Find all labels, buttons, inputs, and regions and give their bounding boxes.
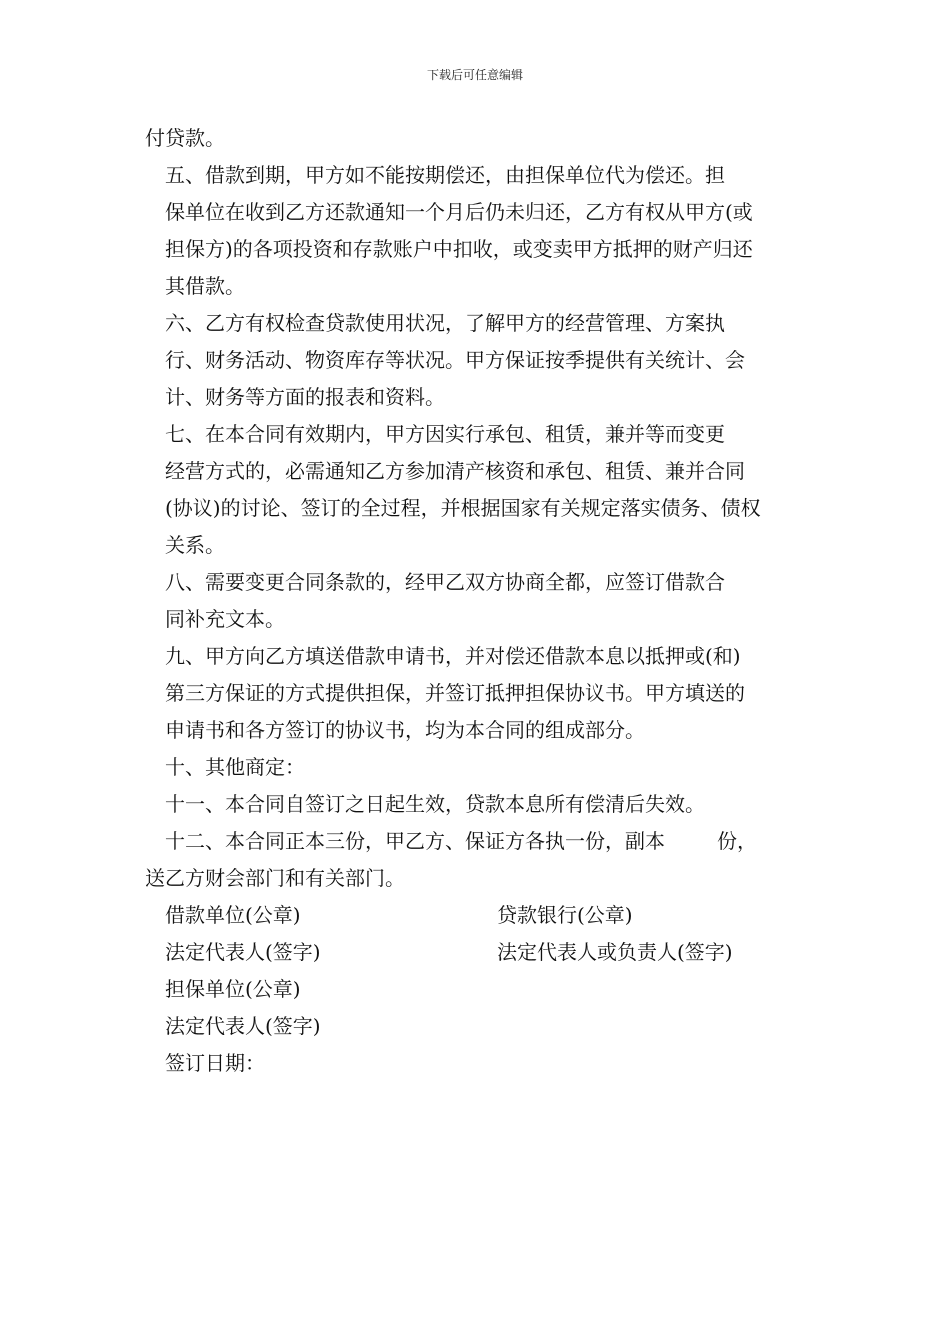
signature-bank-seal: 贷款银行(公章) — [497, 903, 633, 927]
paragraph-line: 其借款。 — [165, 274, 245, 298]
paragraph-line: 八、需要变更合同条款的，经甲乙双方协商全都，应签订借款合 — [165, 570, 725, 594]
signature-row — [145, 897, 813, 934]
paragraph-line: 第三方保证的方式提供担保，并签订抵押担保协议书。甲方填送的 — [165, 681, 745, 705]
paragraph-line: 六、乙方有权检查贷款使用状况，了解甲方的经营管理、方案执 — [165, 311, 725, 335]
paragraph-line: 七、在本合同有效期内，甲方因实行承包、租赁，兼并等而变更 — [165, 422, 725, 446]
signature-empty — [497, 1008, 813, 1045]
paragraph-line: 保单位在收到乙方还款通知一个月后仍未归还，乙方有权从甲方(或 — [165, 200, 753, 224]
signature-guarantor-seal: 担保单位(公章) — [165, 977, 301, 1001]
signature-guarantor-representative: 法定代表人(签字) — [165, 1014, 321, 1038]
contract-paragraph — [145, 120, 813, 157]
paragraph-line: 经营方式的，必需通知乙方参加清产核资和承包、租赁、兼并合同 — [165, 459, 745, 483]
page-header-note: 下载后可任意编辑 — [426, 68, 523, 82]
signature-row — [145, 934, 813, 971]
contract-paragraph — [145, 638, 813, 749]
contract-paragraph — [145, 305, 813, 416]
paragraph-line: 计、财务等方面的报表和资料。 — [165, 385, 445, 409]
contract-paragraph — [145, 786, 813, 823]
signature-row — [145, 1045, 813, 1082]
contract-paragraph — [145, 749, 813, 786]
signature-borrower-seal: 借款单位(公章) — [165, 903, 301, 927]
signature-empty — [497, 971, 813, 1008]
clause-twelve-text-before-blank: 十二、本合同正本三份，甲乙方、保证方各执一份，副本 — [165, 829, 665, 853]
signature-borrower-representative: 法定代表人(签字) — [165, 940, 321, 964]
paragraph-line: (协议)的讨论、签订的全过程，并根据国家有关规定落实债务、债权 — [165, 496, 761, 520]
paragraph-line: 十、其他商定： — [165, 755, 305, 779]
paragraph-line: 申请书和各方签订的协议书，均为本合同的组成部分。 — [165, 718, 645, 742]
paragraph-line: 五、借款到期，甲方如不能按期偿还，由担保单位代为偿还。担 — [165, 163, 725, 187]
signature-row — [145, 1008, 813, 1045]
contract-paragraph — [145, 157, 813, 305]
paragraph-line: 九、甲方向乙方填送借款申请书，并对偿还借款本息以抵押或(和) — [165, 644, 741, 668]
clause-twelve — [145, 823, 813, 860]
paragraph-line: 十一、本合同自签订之日起生效，贷款本息所有偿清后失效。 — [165, 792, 705, 816]
signature-row — [145, 971, 813, 1008]
contract-paragraph — [145, 564, 813, 638]
paragraph-line: 关系。 — [165, 533, 225, 557]
paragraph-line: 担保方)的各项投资和存款账户中扣收，或变卖甲方抵押的财产归还 — [165, 237, 753, 261]
signing-date-label: 签订日期： — [165, 1051, 265, 1075]
contract-body — [145, 120, 813, 1082]
clause-twelve-text-after-blank: 份， — [717, 829, 757, 853]
contract-paragraph — [145, 416, 813, 564]
paragraph-line: 同补充文本。 — [165, 607, 285, 631]
paragraphs-container — [145, 120, 813, 823]
clause-twelve-continued — [145, 860, 813, 897]
signature-empty — [497, 1045, 813, 1082]
paragraph-line: 行、财务活动、物资库存等状况。甲方保证按季提供有关统计、会 — [165, 348, 745, 372]
signature-block — [145, 897, 813, 1082]
clause-twelve-line-2: 送乙方财会部门和有关部门。 — [145, 866, 405, 890]
paragraph-line: 付贷款。 — [145, 126, 225, 150]
signature-bank-representative: 法定代表人或负责人(签字) — [497, 940, 733, 964]
clause-twelve-line-1 — [145, 823, 813, 860]
